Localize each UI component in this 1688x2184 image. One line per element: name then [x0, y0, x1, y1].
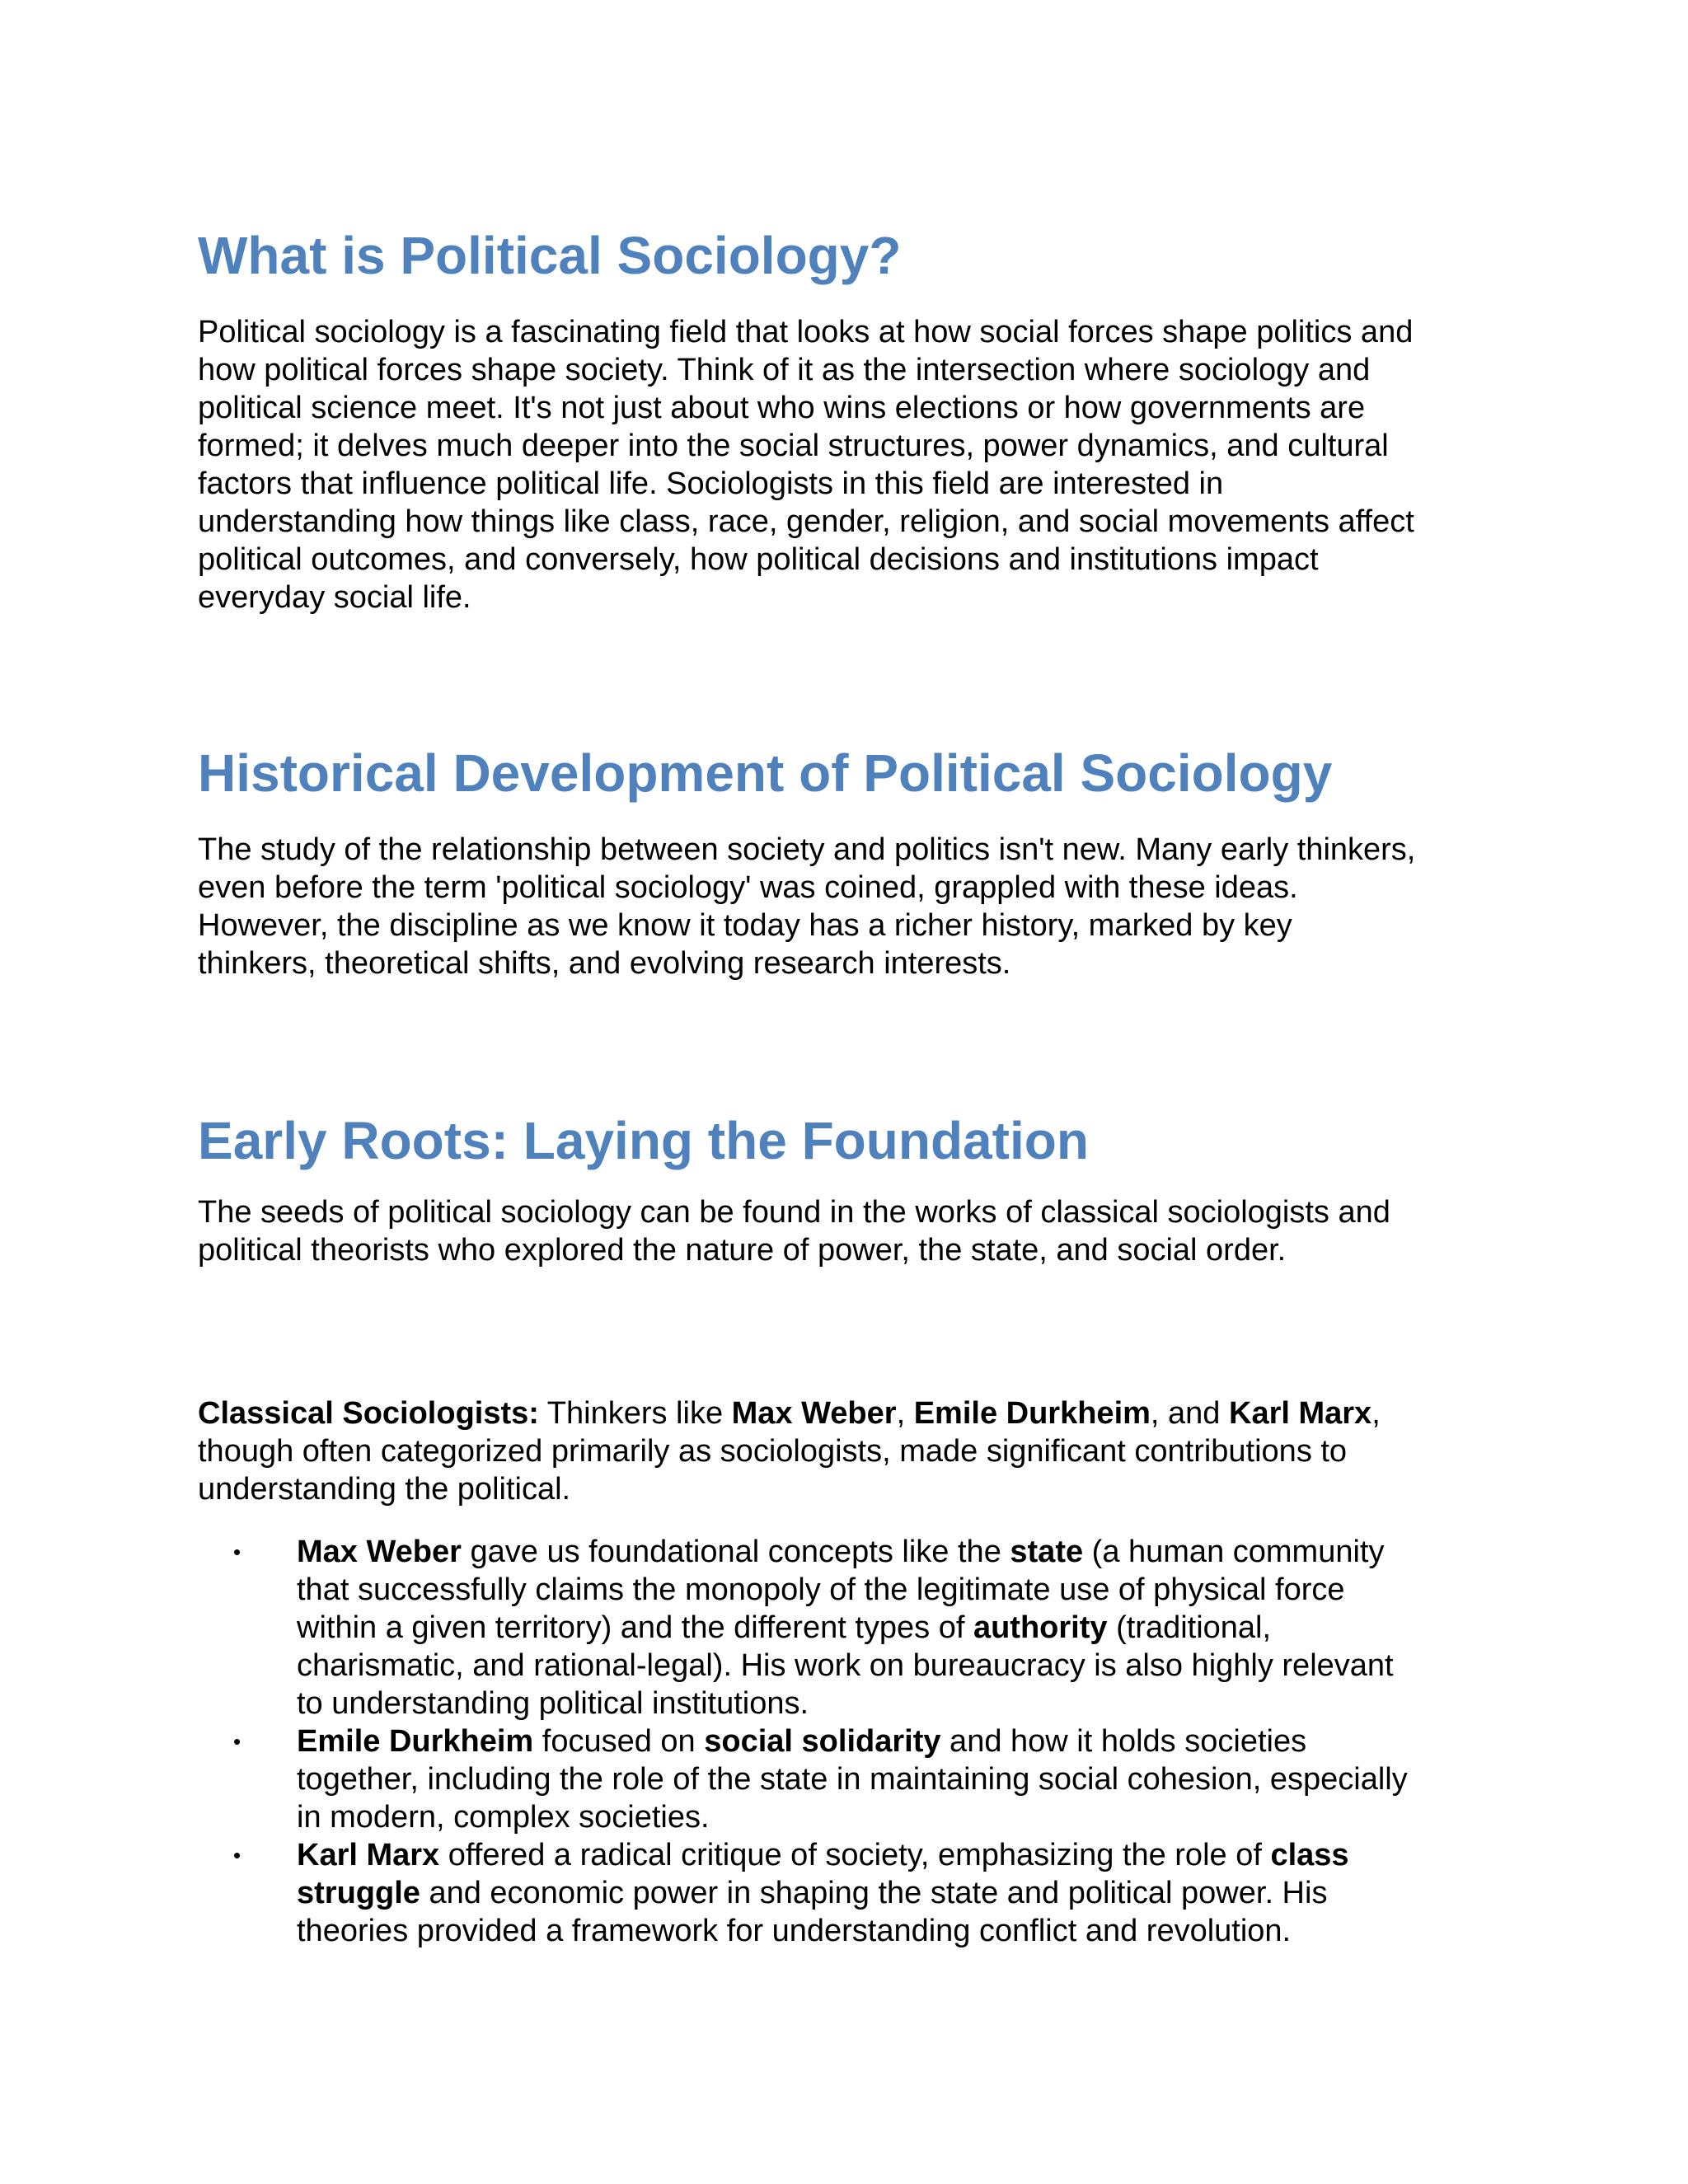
name-emile-durkheim: Emile Durkheim — [913, 1396, 1151, 1431]
list-line: in modern, complex societies. — [297, 1800, 710, 1835]
paragraph-line: understanding the political. — [198, 1472, 571, 1507]
paragraph-line: everyday social life. — [198, 580, 471, 615]
paragraph-line — [198, 1394, 1500, 1432]
classical-sociologists-paragraph — [198, 1394, 1500, 1508]
list-line — [297, 1874, 1500, 1912]
name-karl-marx: Karl Marx — [297, 1838, 440, 1872]
section-paragraph-early-roots — [198, 1193, 1500, 1269]
section-heading-early-roots: Early Roots: Laying the Foundation — [198, 1111, 1089, 1170]
thinkers-bullet-list — [198, 1533, 1500, 1950]
inline-text: gave us foundational concepts like the — [461, 1535, 1010, 1569]
term-class: class — [1270, 1838, 1349, 1872]
list-line: together, including the role of the state in maintaining social cohesion, especially — [297, 1762, 1408, 1797]
inline-text: , — [896, 1396, 914, 1431]
inline-text: (traditional, — [1107, 1610, 1272, 1645]
inline-text: , and — [1150, 1396, 1229, 1431]
paragraph-line: political theorists who explored the nature of power, the state, and social order. — [198, 1233, 1287, 1268]
paragraph-line: though often categorized primarily as sociologists, made significant contributions to — [198, 1434, 1348, 1469]
name-max-weber: Max Weber — [297, 1535, 462, 1569]
section-heading-historical-development: Historical Development of Political Sociology — [198, 743, 1333, 803]
bullet-icon: • — [233, 1729, 241, 1754]
list-line: theories provided a framework for understanding conflict and revolution. — [297, 1914, 1292, 1948]
term-state: state — [1010, 1535, 1084, 1569]
paragraph-line: The seeds of political sociology can be found in the works of classical sociologists and — [198, 1195, 1390, 1230]
paragraph-line: even before the term 'political sociology' was coined, grappled with these ideas. — [198, 870, 1298, 905]
bullet-icon: • — [233, 1843, 241, 1868]
paragraph-line: political outcomes, and conversely, how political decisions and institutions impact — [198, 542, 1319, 577]
inline-text: within a given territory) and the different types of — [297, 1610, 973, 1645]
paragraph-line: formed; it delves much deeper into the social structures, power dynamics, and cultural — [198, 429, 1389, 463]
name-max-weber: Max Weber — [731, 1396, 897, 1431]
term-authority: authority — [973, 1610, 1108, 1645]
list-line: to understanding political institutions. — [297, 1686, 809, 1721]
section-paragraph-intro — [198, 313, 1500, 616]
paragraph-line: thinkers, theoretical shifts, and evolving research interests. — [198, 946, 1011, 981]
inline-text: , — [1372, 1396, 1381, 1431]
paragraph-line: However, the discipline as we know it today has a richer history, marked by key — [198, 908, 1292, 943]
term-social-solidarity: social solidarity — [704, 1724, 941, 1759]
section-heading-what-is-political-sociology: What is Political Sociology? — [198, 226, 902, 285]
list-item-weber — [198, 1533, 1500, 1722]
inline-text: offered a radical critique of society, emphasizing the role of — [439, 1838, 1271, 1872]
list-item-marx — [198, 1836, 1500, 1950]
inline-text: and how it holds societies — [940, 1724, 1307, 1759]
inline-text: Thinkers like — [538, 1396, 732, 1431]
term-struggle: struggle — [297, 1876, 420, 1910]
list-line — [297, 1533, 1500, 1571]
list-line — [297, 1836, 1500, 1874]
name-karl-marx: Karl Marx — [1229, 1396, 1372, 1431]
paragraph-line: how political forces shape society. Think of it as the intersection where sociology and — [198, 353, 1371, 387]
list-item-durkheim — [198, 1722, 1500, 1836]
list-line: that successfully claims the monopoly of the legitimate use of physical force — [297, 1572, 1345, 1607]
classical-label: Classical Sociologists: — [198, 1396, 539, 1431]
paragraph-line: The study of the relationship between society and politics isn't new. Many early thinkers, — [198, 832, 1416, 867]
inline-text: focused on — [533, 1724, 705, 1759]
bullet-icon: • — [233, 1540, 241, 1564]
paragraph-line: factors that influence political life. Sociologists in this field are interested in — [198, 466, 1224, 501]
section-paragraph-historical — [198, 831, 1500, 982]
paragraph-line: understanding how things like class, race, gender, religion, and social movements affect — [198, 504, 1414, 539]
inline-text: (a human community — [1083, 1535, 1385, 1569]
paragraph-line: political science meet. It's not just about who wins elections or how governments are — [198, 391, 1366, 425]
paragraph-line: Political sociology is a fascinating field that looks at how social forces shape politics and — [198, 315, 1414, 349]
list-line: charismatic, and rational-legal). His work on bureaucracy is also highly relevant — [297, 1648, 1394, 1683]
name-emile-durkheim: Emile Durkheim — [297, 1724, 534, 1759]
inline-text: and economic power in shaping the state and political power. His — [420, 1876, 1328, 1910]
list-line — [297, 1609, 1500, 1647]
list-line — [297, 1722, 1500, 1760]
